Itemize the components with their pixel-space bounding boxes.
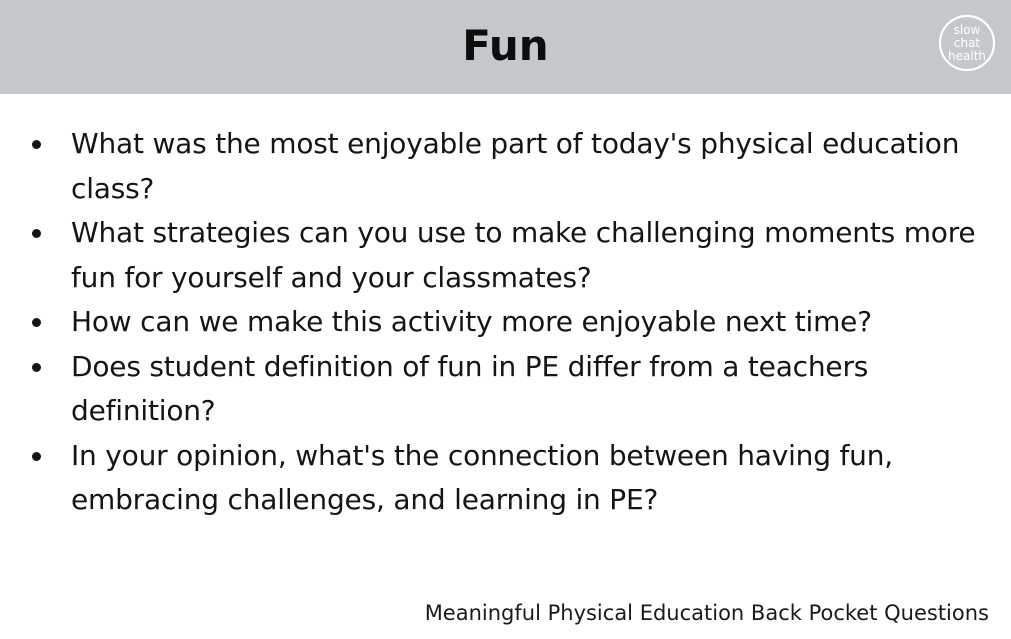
page-title: Fun: [462, 21, 549, 70]
slow-chat-health-logo: [938, 14, 996, 72]
question-text: In your opinion, what's the connection between having fun, embracing challenges, and learning in PE?: [71, 438, 893, 516]
bullet-icon: [32, 229, 41, 238]
question-list: [32, 122, 992, 523]
question-item: [32, 211, 992, 300]
bullet-icon: [32, 452, 41, 461]
bullet-icon: [32, 318, 41, 327]
title-banner: [0, 0, 1011, 94]
logo-line-2: chat: [953, 36, 981, 50]
bullet-icon: [32, 363, 41, 372]
question-item: [32, 300, 992, 345]
bullet-icon: [32, 140, 41, 149]
logo-line-3: health: [948, 49, 986, 63]
question-text: How can we make this activity more enjoyable next time?: [71, 305, 872, 338]
question-item: [32, 345, 992, 434]
question-item: [32, 434, 992, 523]
question-item: [32, 122, 992, 211]
logo-line-1: slow: [953, 23, 981, 37]
footer-caption: Meaningful Physical Education Back Pocket Questions: [424, 601, 989, 625]
question-text: What strategies can you use to make challenging moments more fun for yourself and your classmates?: [71, 216, 976, 294]
question-text: What was the most enjoyable part of today's physical education class?: [71, 127, 960, 205]
question-text: Does student definition of fun in PE differ from a teachers definition?: [71, 349, 869, 427]
